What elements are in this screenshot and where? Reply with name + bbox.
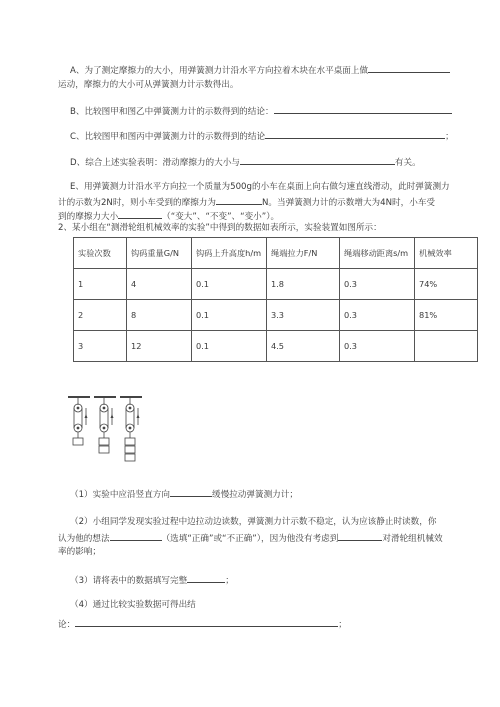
section-a-line1: A、为了测定摩擦力的大小，用弹簧测力计沿水平方向拉着木块在水平桌面上做 bbox=[70, 63, 450, 77]
table-row bbox=[74, 269, 478, 300]
arrow-icon bbox=[85, 414, 88, 418]
table-row bbox=[74, 300, 478, 331]
weight-2a bbox=[99, 438, 109, 445]
weight-3c bbox=[125, 454, 135, 461]
weight-1 bbox=[73, 438, 83, 445]
blank-e1[interactable] bbox=[216, 195, 262, 205]
header-cell: 实验次数 bbox=[74, 238, 127, 269]
q3: （3）请将表中的数据填写完整 ； bbox=[70, 573, 234, 587]
blank-e2[interactable] bbox=[118, 209, 162, 219]
q4-line2: 论： ； bbox=[58, 617, 347, 631]
blank-c[interactable] bbox=[265, 129, 445, 139]
section-d: D、综合上述实验表明：滑动摩擦力的大小与 有关。 bbox=[70, 155, 421, 169]
blank-a[interactable] bbox=[368, 63, 450, 73]
question-2-heading: 2、某小组在“测滑轮组机械效率的实验”中得到的数据如表所示，实验装置如图所示： bbox=[58, 223, 382, 233]
efficiency-table bbox=[73, 237, 478, 362]
table-cell: 3 bbox=[74, 331, 127, 362]
q4-line1: （4）通过比较实验数据可得出结 bbox=[70, 600, 196, 610]
weight-3a bbox=[125, 438, 135, 445]
table-cell: 3.3 bbox=[267, 300, 340, 331]
section-e-line1: E、用弹簧测力计沿水平方向拉一个质量为500g的小车在桌面上向右做匀速直线滑动，此时弹簧测力 bbox=[70, 182, 450, 192]
q2-line2: 认为他的想法 （选填“正确”或“不正确”），因为他没有考虑到 对滑轮组机械效 bbox=[58, 531, 443, 545]
q2-line1: （2）小组同学发现实验过程中边拉动边读数，弹簧测力计示数不稳定，认为应该静止时读数，你 bbox=[70, 517, 437, 527]
section-e-line2: 计的示数为2N时，则小车受到的摩擦力为 N。当弹簧测力计的示数增大为4N时，小车受 bbox=[58, 195, 435, 209]
section-c: C、比较图甲和图丙中弹簧测力计的示数得到的结论 ； bbox=[70, 129, 454, 143]
table-cell: 4.5 bbox=[267, 331, 340, 362]
section-e-line3: 到的摩擦力大小 （“变大”、“不变”、“变小”）。 bbox=[58, 209, 279, 223]
blank-d[interactable] bbox=[240, 155, 395, 165]
section-b: B、比较图甲和图乙中弹簧测力计的示数得到的结论： bbox=[70, 104, 452, 118]
arrow-icon bbox=[111, 414, 114, 418]
header-cell: 机械效率 bbox=[415, 238, 478, 269]
blank-b[interactable] bbox=[274, 104, 452, 114]
section-a-line2: 运动，摩擦力的大小可从弹簧测力计示数得出。 bbox=[58, 80, 239, 90]
table-cell: 0.1 bbox=[192, 300, 267, 331]
table-cell: 0.3 bbox=[340, 331, 415, 362]
table-cell: 8 bbox=[127, 300, 192, 331]
header-cell: 钩码上升高度h/m bbox=[192, 238, 267, 269]
table-cell: 81% bbox=[415, 300, 478, 331]
table-header-row bbox=[74, 238, 478, 269]
arrow-icon bbox=[137, 414, 140, 418]
table-cell: 2 bbox=[74, 300, 127, 331]
header-cell: 钩码重量G/N bbox=[127, 238, 192, 269]
blank-q3[interactable] bbox=[187, 573, 225, 583]
pulley-apparatus-figure bbox=[66, 395, 146, 475]
table-cell: 0.1 bbox=[192, 331, 267, 362]
table-cell: 4 bbox=[127, 269, 192, 300]
table-cell: 0.3 bbox=[340, 269, 415, 300]
q1: （1）实验中应沿竖直方向 缓慢拉动弹簧测力计； bbox=[70, 487, 298, 501]
header-cell: 绳端移动距离s/m bbox=[340, 238, 415, 269]
blank-q2a[interactable] bbox=[110, 531, 162, 541]
blank-q4[interactable] bbox=[75, 617, 338, 627]
table-cell: 1 bbox=[74, 269, 127, 300]
table-row bbox=[74, 331, 478, 362]
weight-2b bbox=[99, 446, 109, 453]
weight-3b bbox=[125, 446, 135, 453]
blank-q1[interactable] bbox=[170, 487, 212, 497]
table-cell[interactable] bbox=[415, 331, 478, 362]
table-cell: 0.3 bbox=[340, 300, 415, 331]
blank-q2b[interactable] bbox=[338, 531, 382, 541]
table-cell: 12 bbox=[127, 331, 192, 362]
header-cell: 绳端拉力F/N bbox=[267, 238, 340, 269]
table-cell: 0.1 bbox=[192, 269, 267, 300]
q2-line3: 率的影响； bbox=[58, 547, 101, 557]
table-cell: 1.8 bbox=[267, 269, 340, 300]
table-cell: 74% bbox=[415, 269, 478, 300]
